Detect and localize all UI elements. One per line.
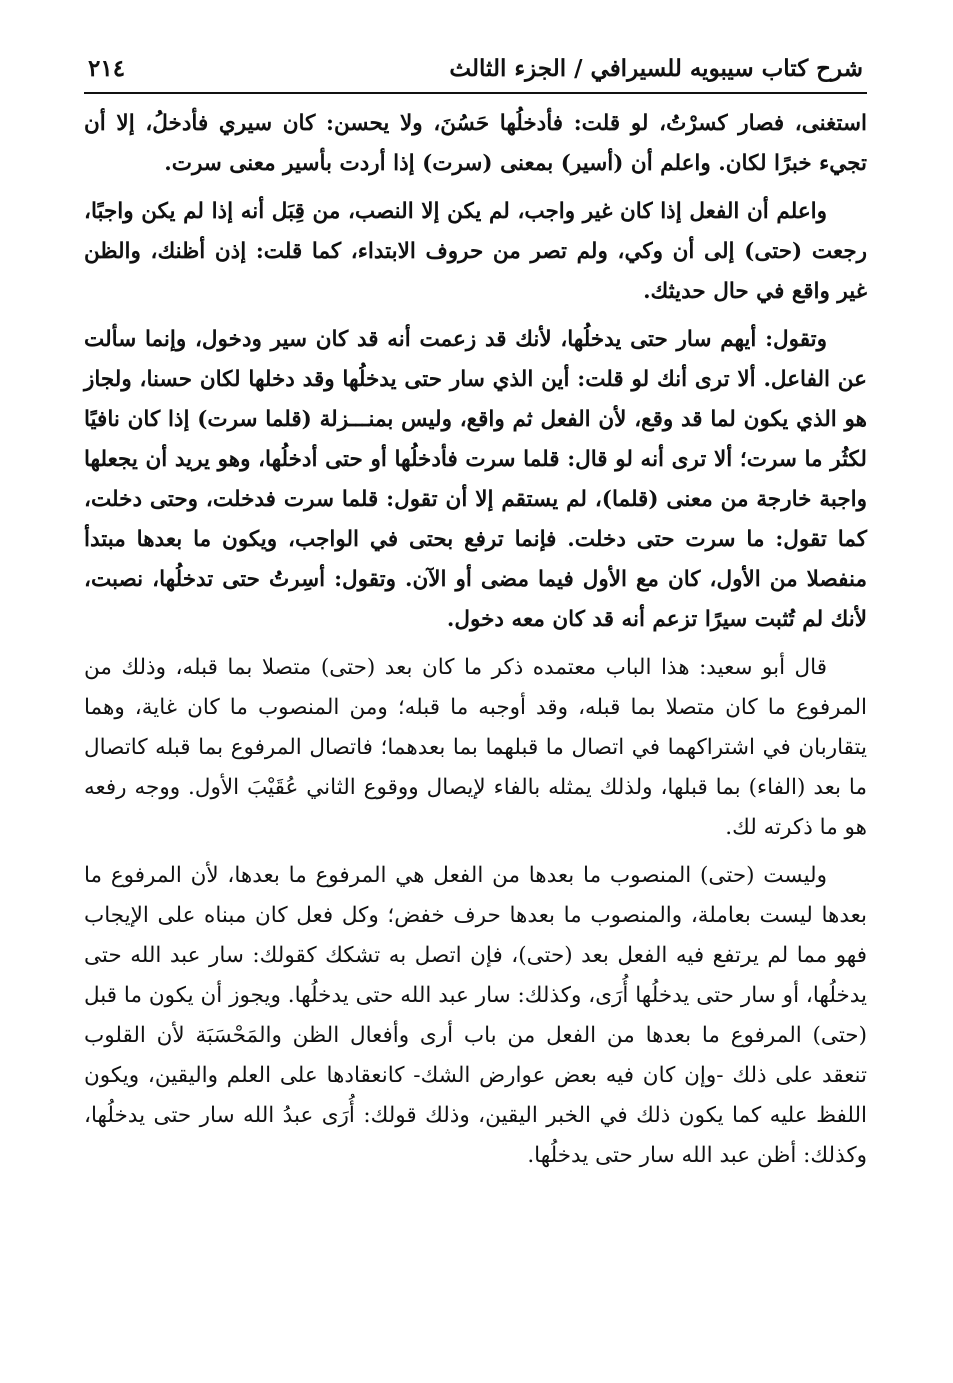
book-page bbox=[84, 38, 867, 1358]
paragraph-5: وليست (حتى) المنصوب ما بعدها من الفعل هي المرفوع ما بعدها، لأن المرفوع ما بعدها ليست بعاملة، والمنصوب ما بعدها حرف خفض؛ وكل فعل كان مبناه على الإيجاب فهو مما لم يرتفع فيه الفعل بعد (حتى)، فإن اتصل به تشكك كقولك: سار عبد الله حتى يدخلُها، أو سار حتى يدخلُها أُرَى، وكذلك: سار عبد الله حتى يدخلُها. ويجوز أن يكون ما قبل (حتى) المرفوع ما بعدها من الفعل من باب أرى وأفعال الظن والمَحْسَبَة لأن القلوب تنعقد على ذلك -وإن كان فيه بعض عوارض الشك- كانعقادها على العلم واليقين، ويكون اللفظ عليه كما يكون ذلك في الخبر اليقين، وذلك قولك: أُرَى عبدُ الله سار حتى يدخلُها، وكذلك: أظن عبد الله سار حتى يدخلُها. bbox=[84, 863, 867, 1168]
paragraph-4: قال أبو سعيد: هذا الباب معتمده ذكر ما كان بعد (حتى) متصلا بما قبله، وذلك من المرفوع ما كان متصلا بما قبله، وقد أوجبه ما قبله؛ ومن المنصوب ما كان غاية، وهما يتقاربان في اشتراكهما في اتصال ما قبلهما بما بعدهما؛ فاتصال المرفوع بما قبله كاتصال ما بعد (الفاء) بما قبلها، ولذلك يمثله بالفاء لإيصال ووقوع الثاني عُقَيْبَ الأول. ووجه رفعه هو ما ذكرته لك. bbox=[84, 655, 867, 840]
header-rule bbox=[84, 92, 867, 94]
running-title: شرح كتاب سيبويه للسيرافي / الجزء الثالث bbox=[449, 55, 863, 82]
paragraph-2: واعلم أن الفعل إذا كان غير واجب، لم يكن إلا النصب، من قِبَل أنه إذا لم يكن واجبًا، رجعت (حتى) إلى أن وكي، ولم تصر من حروف الابتداء، كما قلت: إذن أظنك، والظن غير واقع في حال حديثك. bbox=[84, 199, 867, 304]
paragraph-3: وتقول: أيهم سار حتى يدخلُها، لأنك قد زعمت أنه قد كان سير ودخول، وإنما سألت عن الفاعل. ألا ترى أنك لو قلت: أين الذي سار حتى يدخلُها وقد دخلها لكان حسنا، ولجاز هو الذي يكون لما قد وقع، لأن الفعل ثم واقع، وليس بمنـــزلة (قلما سرت) إذا كان نافيًا لكثُر ما سرت؛ ألا ترى أنه لو قال: قلما سرت فأدخلُها أو حتى أدخلُها، وهو يريد أن يجعلها واجبة خارجة من معنى (قلما)، لم يستقم إلا أن تقول: قلما سرت فدخلت، وحتى دخلت، كما تقول: ما سرت حتى دخلت. فإنما ترفع بحتى في الواجب، ويكون ما بعدها مبتدأ منفصلا من الأول، كان مع الأول فيما مضى أو الآن. وتقول: أسِرتُ حتى تدخلُها، نصبت، لأنك لم تُثبت سيرًا تزعم أنه قد كان معه دخول. bbox=[84, 327, 867, 632]
page-number: ٢١٤ bbox=[88, 55, 126, 82]
paragraph-1: استغنى، فصار كسرْتُ، لو قلت: فأدخلُها حَسُنَ، ولا يحسن: كان سيري فأدخلُ، إلا أن تجيء خبرًا لكان. واعلم أن (أسير) بمعنى (سرت) إذا أردت بأسير معنى سرت. bbox=[84, 111, 867, 176]
running-head bbox=[84, 38, 867, 80]
page-body bbox=[84, 104, 867, 1176]
